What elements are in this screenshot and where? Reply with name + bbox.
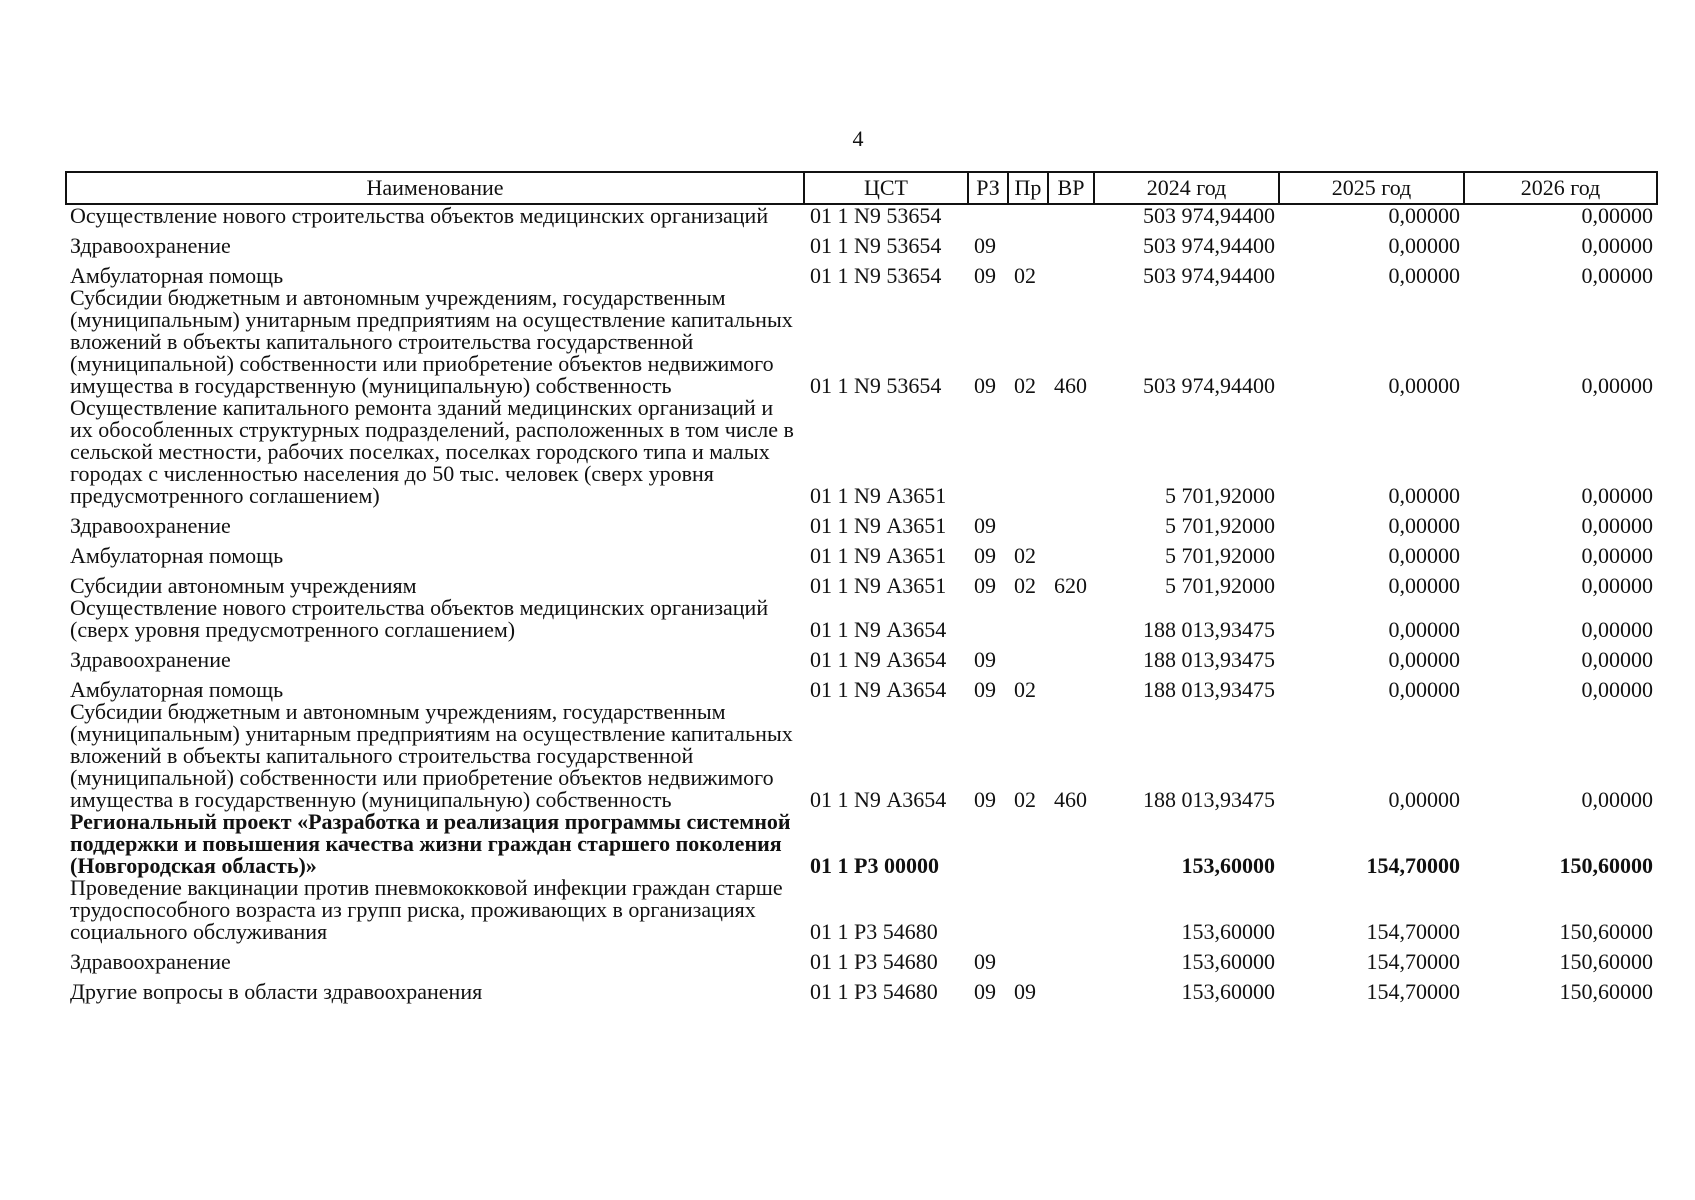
row-pr [1008,227,1048,257]
row-cst: 01 1 N9 А3651 [810,543,947,568]
row-2024: 153,60000 [1181,979,1275,1004]
row-name: Субсидии бюджетным и автономным учреждениям, государственным (муниципальным) унитарным предприятиям на осуществление капитальных вложений в объекты капитального строительства государственной (муниципальной) собственности или приобретение объектов недвижимого имущества в государственную (муниципальную) собственность [70,285,793,398]
row-vr [1048,397,1094,507]
table-row [66,287,1657,397]
row-name: Здравоохранение [70,949,231,974]
row-2025: 154,70000 [1366,853,1460,878]
row-name: Амбулаторная помощь [70,263,284,288]
row-name: Осуществление нового строительства объектов медицинских организаций [70,203,769,228]
table-row [66,227,1657,257]
row-cst: 01 1 N9 А3654 [810,787,947,812]
row-2024: 503 974,94400 [1143,203,1275,228]
header-cst: ЦСТ [804,172,968,204]
row-rz [968,811,1008,877]
row-2024: 188 013,93475 [1143,677,1275,702]
row-rz: 09 [974,513,996,538]
row-pr: 02 [1014,573,1036,598]
row-2026: 0,00000 [1581,483,1653,508]
row-2024: 503 974,94400 [1143,263,1275,288]
row-pr: 02 [1014,677,1036,702]
row-name: Здравоохранение [70,233,231,258]
header-vr: ВР [1048,172,1094,204]
row-cst: 01 1 N9 А3651 [810,573,947,598]
row-pr [1008,877,1048,943]
table-row [66,567,1657,597]
row-2026: 150,60000 [1559,949,1653,974]
row-name: Амбулаторная помощь [70,677,284,702]
row-rz [968,204,1008,227]
row-2024: 153,60000 [1181,853,1275,878]
row-pr [1008,943,1048,973]
row-pr [1008,641,1048,671]
row-2026: 0,00000 [1581,543,1653,568]
row-vr: 460 [1054,787,1087,812]
row-2024: 153,60000 [1181,949,1275,974]
row-2024: 5 701,92000 [1165,543,1275,568]
header-2024: 2024 год [1094,172,1279,204]
row-pr: 02 [1014,373,1036,398]
table-row [66,973,1657,1003]
header-name: Наименование [66,172,804,204]
row-2025: 0,00000 [1388,617,1460,642]
row-2025: 0,00000 [1388,513,1460,538]
row-vr [1048,973,1094,1003]
table-row [66,701,1657,811]
table-row [66,811,1657,877]
row-name: Здравоохранение [70,647,231,672]
row-rz: 09 [974,647,996,672]
row-2026: 0,00000 [1581,203,1653,228]
page-number: 4 [852,126,864,151]
table-row [66,877,1657,943]
row-pr [1008,397,1048,507]
row-pr: 09 [1014,979,1036,1004]
row-pr [1008,204,1048,227]
table-row [66,204,1657,227]
row-pr [1008,597,1048,641]
row-cst: 01 1 N9 А3654 [810,617,947,642]
row-name: Субсидии бюджетным и автономным учреждениям, государственным (муниципальным) унитарным предприятиям на осуществление капитальных вложений в объекты капитального строительства государственной (муниципальной) собственности или приобретение объектов недвижимого имущества в государственную (муниципальную) собственность [70,699,793,812]
table-row [66,597,1657,641]
row-pr [1008,811,1048,877]
row-2026: 0,00000 [1581,513,1653,538]
row-2025: 0,00000 [1388,483,1460,508]
row-2025: 0,00000 [1388,373,1460,398]
row-vr [1048,597,1094,641]
row-2026: 150,60000 [1559,853,1653,878]
header-rz: РЗ [968,172,1008,204]
row-2026: 150,60000 [1559,919,1653,944]
row-2025: 0,00000 [1388,677,1460,702]
row-cst: 01 1 N9 А3654 [810,647,947,672]
row-name: Региональный проект «Разработка и реализация программы системной поддержки и повышения качества жизни граждан старшего поколения (Новгородская область)» [70,809,791,878]
row-2025: 0,00000 [1388,203,1460,228]
row-cst: 01 1 P3 54680 [810,979,938,1004]
header-2025: 2025 год [1279,172,1464,204]
row-2025: 0,00000 [1388,647,1460,672]
row-2026: 0,00000 [1581,233,1653,258]
row-pr: 02 [1014,263,1036,288]
row-name: Осуществление капитального ремонта зданий медицинских организаций и их обособленных структурных подразделений, расположенных в том числе в сельской местности, рабочих поселках, поселках городского типа и малых городах с численностью населения до 50 тыс. человек (сверх уровня предусмотренного соглашением) [70,395,794,508]
row-vr [1048,811,1094,877]
row-name: Осуществление нового строительства объектов медицинских организаций (сверх уровня предусмотренного соглашением) [70,595,769,642]
row-2026: 0,00000 [1581,787,1653,812]
row-2024: 188 013,93475 [1143,647,1275,672]
row-rz: 09 [974,573,996,598]
table-row [66,943,1657,973]
row-rz: 09 [974,787,996,812]
row-rz: 09 [974,677,996,702]
row-rz: 09 [974,979,996,1004]
row-2024: 503 974,94400 [1143,373,1275,398]
row-2026: 0,00000 [1581,677,1653,702]
row-vr [1048,204,1094,227]
row-2025: 0,00000 [1388,263,1460,288]
row-cst: 01 1 P3 54680 [810,919,938,944]
row-2024: 188 013,93475 [1143,617,1275,642]
row-2024: 188 013,93475 [1143,787,1275,812]
row-2024: 5 701,92000 [1165,513,1275,538]
row-2025: 154,70000 [1366,949,1460,974]
row-vr [1048,257,1094,287]
row-2024: 5 701,92000 [1165,483,1275,508]
row-cst: 01 1 P3 54680 [810,949,938,974]
row-rz: 09 [974,233,996,258]
row-pr: 02 [1014,787,1036,812]
row-name: Субсидии автономным учреждениям [70,573,417,598]
row-2024: 503 974,94400 [1143,233,1275,258]
row-rz: 09 [974,373,996,398]
table-header [66,172,1657,204]
row-rz: 09 [974,543,996,568]
row-name: Амбулаторная помощь [70,543,284,568]
row-2025: 0,00000 [1388,233,1460,258]
row-2026: 0,00000 [1581,573,1653,598]
row-2025: 154,70000 [1366,919,1460,944]
row-cst: 01 1 N9 А3651 [810,513,947,538]
row-cst: 01 1 N9 53654 [810,373,942,398]
row-cst: 01 1 N9 53654 [810,203,942,228]
row-rz: 09 [974,949,996,974]
row-name: Другие вопросы в области здравоохранения [70,979,483,1004]
table-row [66,257,1657,287]
row-pr: 02 [1014,543,1036,568]
row-2024: 153,60000 [1181,919,1275,944]
table-row [66,507,1657,537]
row-2025: 154,70000 [1366,979,1460,1004]
row-cst: 01 1 N9 53654 [810,263,942,288]
row-cst: 01 1 N9 А3654 [810,677,947,702]
row-2026: 0,00000 [1581,647,1653,672]
table-body [66,204,1657,1003]
row-2025: 0,00000 [1388,787,1460,812]
row-name: Проведение вакцинации против пневмококковой инфекции граждан старше трудоспособного возраста из групп риска, проживающих в организациях социального обслуживания [70,875,783,944]
row-vr [1048,641,1094,671]
row-vr [1048,507,1094,537]
row-vr [1048,537,1094,567]
row-vr [1048,671,1094,701]
row-rz: 09 [974,263,996,288]
row-2026: 0,00000 [1581,373,1653,398]
row-pr [1008,507,1048,537]
row-vr [1048,943,1094,973]
row-2026: 150,60000 [1559,979,1653,1004]
header-2026: 2026 год [1464,172,1657,204]
row-2025: 0,00000 [1388,573,1460,598]
row-cst: 01 1 N9 53654 [810,233,942,258]
row-vr: 460 [1054,373,1087,398]
row-vr [1048,877,1094,943]
row-cst: 01 1 P3 00000 [810,853,939,878]
row-2026: 0,00000 [1581,263,1653,288]
header-row [66,172,1657,204]
row-cst: 01 1 N9 А3651 [810,483,947,508]
table-row [66,671,1657,701]
row-rz [968,877,1008,943]
table-row [66,537,1657,567]
row-vr: 620 [1054,573,1087,598]
table-row [66,641,1657,671]
row-rz [968,397,1008,507]
header-pr: Пр [1008,172,1048,204]
row-vr [1048,227,1094,257]
row-2026: 0,00000 [1581,617,1653,642]
row-rz [968,597,1008,641]
row-2024: 5 701,92000 [1165,573,1275,598]
budget-table [65,171,1658,1003]
table-row [66,397,1657,507]
row-2025: 0,00000 [1388,543,1460,568]
row-name: Здравоохранение [70,513,231,538]
